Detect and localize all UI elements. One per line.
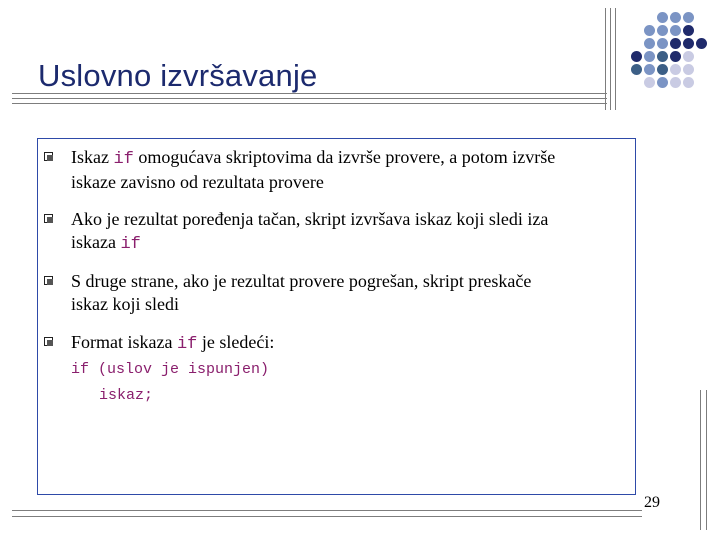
decorative-dot <box>657 77 668 88</box>
decorative-dot <box>670 64 681 75</box>
decorative-vertical-lines <box>605 8 625 110</box>
decorative-dot <box>657 51 668 62</box>
decorative-dot <box>683 64 694 75</box>
slide-title: Uslovno izvršavanje <box>38 58 318 93</box>
bullet-line: iskaz koji sledi <box>71 294 179 314</box>
decorative-dot <box>644 51 655 62</box>
page-number: 29 <box>644 494 660 511</box>
decorative-dot <box>657 64 668 75</box>
inline-code: if <box>113 150 134 169</box>
decorative-dot <box>644 64 655 75</box>
decorative-dot <box>657 38 668 49</box>
title-underline <box>12 93 607 109</box>
decorative-dot <box>670 25 681 36</box>
footer-vertical-lines <box>700 390 710 530</box>
square-bullet-icon <box>44 276 53 285</box>
decorative-dot <box>683 12 694 23</box>
code-line-2: iskaz; <box>99 387 154 404</box>
decorative-dot <box>644 77 655 88</box>
square-bullet-icon <box>44 337 53 346</box>
inline-code: if <box>176 335 198 354</box>
code-line-1: if (uslov je ispunjen) <box>71 361 270 378</box>
decorative-dot <box>644 25 655 36</box>
square-bullet-icon <box>44 152 53 161</box>
footer-lines <box>12 510 642 518</box>
decorative-dot <box>696 38 707 49</box>
decorative-dot <box>670 38 681 49</box>
bullet-line: iskaze zavisno od rezultata provere <box>71 172 324 192</box>
decorative-dot <box>683 25 694 36</box>
bullet-line: iskaza if <box>71 232 141 254</box>
decorative-dot <box>657 12 668 23</box>
decorative-dot <box>683 38 694 49</box>
decorative-dot <box>683 51 694 62</box>
decorative-dot <box>670 77 681 88</box>
decorative-dot <box>631 64 642 75</box>
bullet-line: S druge strane, ako je rezultat provere pogrešan, skript preskače <box>71 271 532 291</box>
decorative-dot <box>631 51 642 62</box>
decorative-dot <box>670 51 681 62</box>
bullet-line: Iskaz if omogućava skriptovima da izvrše provere, a potom izvrše <box>71 147 556 169</box>
decorative-dot <box>657 25 668 36</box>
decorative-dot <box>644 38 655 49</box>
bullet-line: Format iskaza if je sledeći: <box>71 332 275 354</box>
decorative-dot <box>683 77 694 88</box>
bullet-line: Ako je rezultat poređenja tačan, skript izvršava iskaz koji sledi iza <box>71 209 549 229</box>
inline-code: if <box>120 235 141 254</box>
decorative-dot <box>670 12 681 23</box>
square-bullet-icon <box>44 214 53 223</box>
